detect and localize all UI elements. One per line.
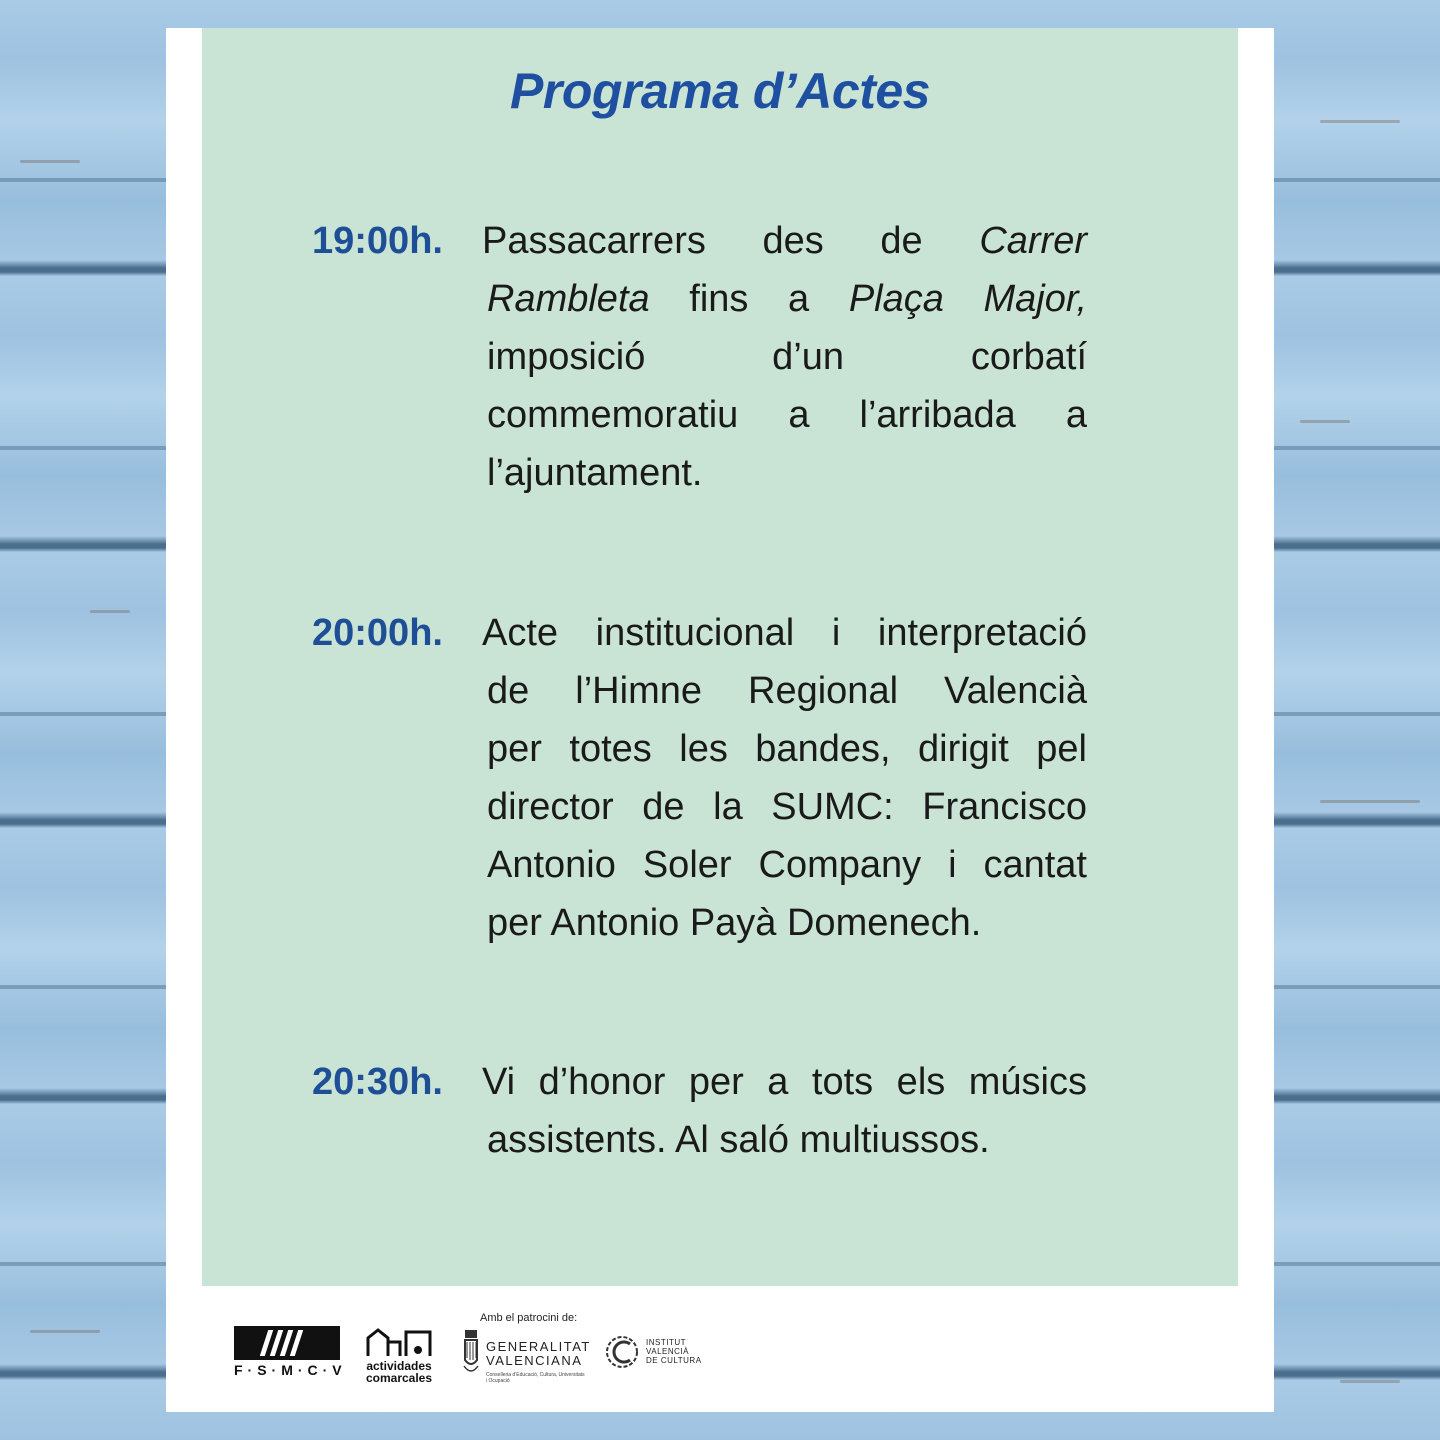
description-line	[487, 270, 1087, 328]
description-line	[487, 662, 1087, 720]
text-segment: imposició d’un corbatí	[487, 336, 1087, 378]
event-description	[482, 604, 1087, 952]
event-time: 20:30h.	[312, 1061, 443, 1103]
text-segment: fins a	[649, 278, 849, 320]
text-segment: de l’Himne Regional Valencià	[487, 670, 1087, 712]
description-line	[487, 386, 1087, 444]
description-line	[482, 212, 1087, 270]
text-segment: l’ajuntament.	[487, 452, 703, 494]
page-title: Programa d’Actes	[510, 63, 930, 119]
description-line	[487, 444, 1087, 502]
event-time: 20:00h.	[312, 612, 443, 654]
event-description	[482, 1053, 1087, 1169]
description-line	[487, 720, 1087, 778]
description-line	[482, 1053, 1087, 1111]
ivc-line1: INSTITUT	[646, 1338, 686, 1347]
generalitat-valenciana-logo	[462, 1328, 592, 1388]
description-line	[487, 836, 1087, 894]
ivc-line2: VALENCIÀ	[646, 1347, 689, 1356]
fsmcv-logo	[234, 1326, 347, 1380]
text-segment: Acte institucional i interpretació	[482, 612, 1087, 654]
actividades-label-2: comarcales	[365, 1371, 433, 1385]
text-segment: per Antonio Payà Domenech.	[487, 902, 982, 944]
fsmcv-label: F·S·M·C·V	[234, 1362, 347, 1378]
description-line	[487, 328, 1087, 386]
description-line	[487, 1111, 1087, 1169]
text-segment: director de la SUMC: Francisco	[487, 786, 1087, 828]
text-segment: per totes les bandes, dirigit pel	[487, 728, 1087, 770]
institut-valencia-cultura-logo	[604, 1334, 704, 1374]
text-segment: Rambleta	[487, 278, 650, 320]
sponsor-label: Amb el patrocini de:	[480, 1312, 578, 1324]
event-time: 19:00h.	[312, 220, 443, 262]
sponsor-footer	[166, 1290, 1274, 1410]
text-segment: Carrer	[979, 220, 1087, 262]
gv-line2: VALENCIANA	[486, 1353, 583, 1368]
ivc-line3: DE CULTURA	[646, 1356, 702, 1365]
actividades-comarcales-logo	[362, 1326, 436, 1386]
actividades-label-1: actividades	[366, 1359, 432, 1373]
text-segment: Antonio Soler Company i cantat	[487, 844, 1087, 886]
gv-line1: GENERALITAT	[486, 1339, 591, 1354]
event-description	[482, 212, 1087, 502]
text-segment: commemoratiu a l’arribada a	[487, 394, 1087, 436]
description-line	[487, 778, 1087, 836]
gv-subtitle: Conselleria d’Educació, Cultura, Universitats i Ocupació	[486, 1372, 585, 1384]
text-segment: assistents. Al saló multiussos.	[487, 1119, 990, 1161]
description-line	[482, 604, 1087, 662]
text-segment: Vi d’honor per a tots els músics	[482, 1061, 1087, 1103]
text-segment: Passacarrers des de	[482, 220, 980, 262]
text-segment: Plaça Major,	[848, 278, 1087, 320]
description-line	[487, 894, 1087, 952]
